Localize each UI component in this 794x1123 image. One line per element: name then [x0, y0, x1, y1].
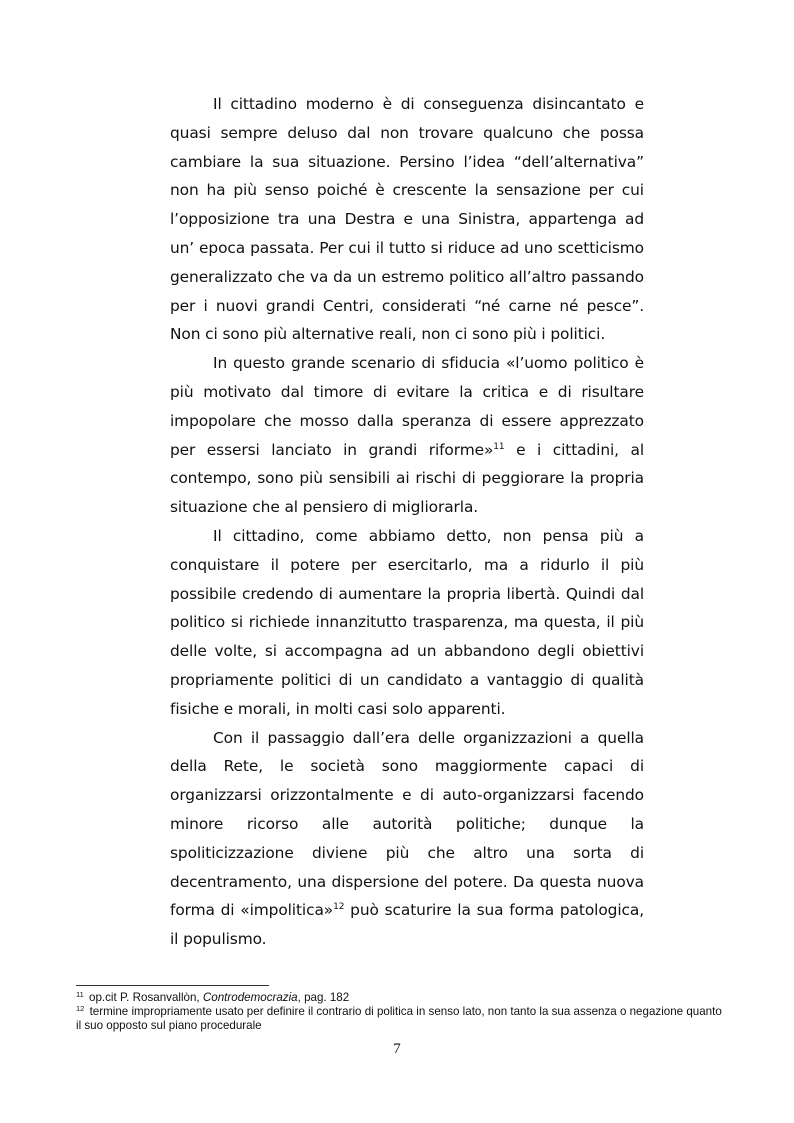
footnote-number: 12: [76, 1004, 85, 1014]
footnote-italic-title: Controdemocrazia: [202, 991, 298, 1004]
paragraph-4: [170, 724, 644, 954]
body-text: [170, 90, 644, 954]
footnotes: [76, 991, 726, 1034]
paragraph-4-text-after: può scaturire la sua forma patologica, il populismo.: [170, 901, 644, 949]
paragraph-3: [170, 522, 644, 724]
paragraph-2-text-before: In questo grande scenario di sfiducia «l’uomo politico è più motivato dal timore di evitare la critica e di risultare impopolare che mosso dalla speranza di essere apprezzato per essersi lanciato in grandi riforme»: [170, 354, 644, 459]
footnote-11: [76, 991, 726, 1005]
footnote-text-end: , pag. 182: [297, 991, 350, 1004]
paragraph-1: [170, 90, 644, 349]
footnote-12: [76, 1005, 726, 1033]
footnote-number: 11: [76, 990, 84, 999]
paragraph-2-text-after: e i cittadini, al contempo, sono più sensibili ai rischi di peggiorare la propria situazione che al pensiero di migliorarla.: [170, 440, 644, 517]
paragraph-3-text: Il cittadino, come abbiamo detto, non pensa più a conquistare il potere per esercitarlo, ma a ridurlo il più possibile credendo di aumentare la propria libertà. Quindi dal politico si richiede innanzitutto trasparenza, ma questa, il più delle volte, si accompagna ad un abbandono degli obiettivi propriamente politici di un candidato a vantaggio di qualità fisiche e morali, in molti casi solo apparenti.: [170, 526, 644, 718]
footnote-text: termine impropriamente usato per definire il contrario di politica in senso lato, non tanto la sua assenza o negazione quanto il suo opposto sul piano procedurale: [76, 1005, 722, 1033]
paragraph-2: [170, 349, 644, 522]
paragraph-1-text: Il cittadino moderno è di conseguenza disincantato e quasi sempre deluso dal non trovare qualcuno che possa cambiare la sua situazione. Persino l’idea “dell’alternativa” non ha più senso poiché è crescente la sensazione per cui l’opposizione tra una Destra e una Sinistra, appartenga ad un’ epoca passata. Per cui il tutto si riduce ad uno scetticismo generalizzato che va da un estremo politico all’altro passando per i nuovi grandi Centri, considerati “né carne né pesce”. Non ci sono più alternative reali, non ci sono più i politici.: [170, 95, 644, 344]
page-number: 7: [393, 1041, 401, 1057]
footnote-divider: [76, 985, 269, 986]
footnote-ref-12[interactable]: 12: [333, 902, 345, 913]
footnote-text: op.cit P. Rosanvallòn,: [85, 991, 203, 1004]
paragraph-4-text-before: Con il passaggio dall’era delle organizzazioni a quella della Rete, le società sono maggiormente capaci di organizzarsi orizzontalmente e di auto-organizzarsi facendo minore ricorso alle autorità politiche; dunque la spoliticizzazione diviene più che altro una sorta di decentramento, una dispersione del potere. Da questa nuova forma di «impolitica»: [170, 728, 644, 920]
footnote-ref-11[interactable]: 11: [493, 441, 505, 452]
